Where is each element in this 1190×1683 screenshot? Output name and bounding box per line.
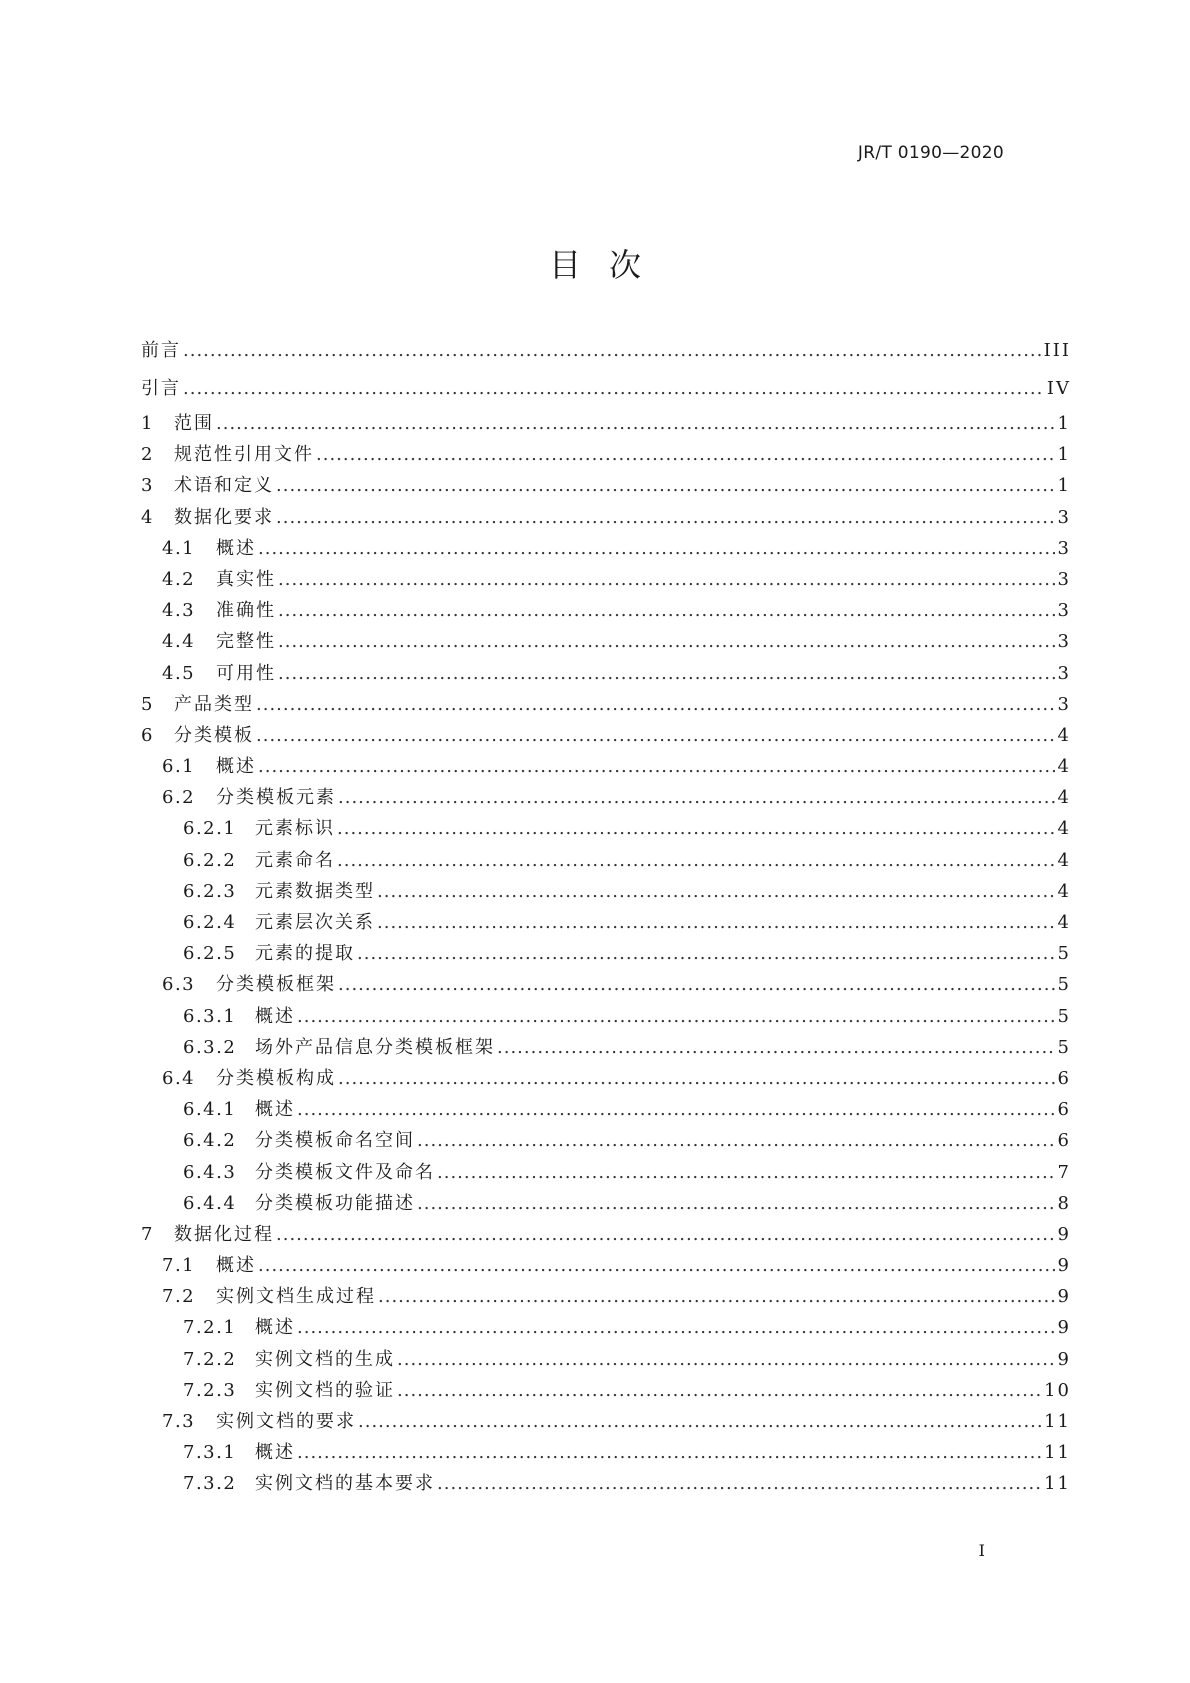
toc-entry[interactable]: [141, 907, 1071, 938]
toc-dot-leader: [338, 1063, 1055, 1094]
table-of-contents: [141, 332, 1071, 1500]
toc-entry-page: 1: [1057, 475, 1071, 497]
toc-entry-page: 7: [1057, 1161, 1071, 1183]
toc-entry[interactable]: [141, 564, 1071, 595]
toc-entry-page: 3: [1057, 693, 1071, 715]
toc-entry-number: 6.2.3: [183, 880, 237, 902]
toc-entry-label: 元素层次关系: [255, 912, 375, 933]
toc-entry-number: 6.2.4: [183, 912, 237, 933]
toc-entry[interactable]: [141, 689, 1071, 720]
toc-entry[interactable]: [141, 1375, 1071, 1406]
toc-entry-label: 分类模板元素: [216, 787, 336, 809]
toc-entry[interactable]: [141, 969, 1071, 1000]
toc-entry[interactable]: [141, 1063, 1071, 1094]
toc-entry[interactable]: [141, 1032, 1071, 1063]
toc-entry-page: 3: [1057, 631, 1071, 653]
toc-dot-leader: [297, 1094, 1055, 1125]
toc-entry-label: 规范性引用文件: [174, 444, 314, 466]
toc-entry-number: 4: [141, 506, 154, 528]
toc-entry-number: 6.4.1: [183, 1099, 237, 1121]
toc-entry-number: 7.2.2: [183, 1348, 237, 1370]
toc-entry-label: 概述: [216, 756, 256, 778]
toc-entry[interactable]: [141, 595, 1071, 626]
toc-dot-leader: [497, 1032, 1055, 1063]
toc-entry[interactable]: [141, 470, 1071, 501]
toc-entry-label: 分类模板文件及命名: [255, 1161, 435, 1183]
toc-entry[interactable]: [141, 845, 1071, 876]
toc-dot-leader: [276, 1219, 1055, 1250]
toc-entry-label: 前言: [141, 340, 181, 361]
toc-dot-leader: [337, 845, 1055, 876]
toc-entry-label: 实例文档的验证: [255, 1379, 395, 1401]
toc-entry-page: III: [1043, 340, 1071, 361]
toc-dot-leader: [278, 564, 1055, 595]
toc-entry-page: 3: [1057, 537, 1071, 559]
toc-entry[interactable]: [141, 1188, 1071, 1219]
toc-entry-number: 7: [141, 1223, 154, 1245]
toc-entry-page: 11: [1044, 1473, 1071, 1495]
toc-entry-label: 元素标识: [255, 818, 335, 840]
toc-entry-number: 1: [141, 413, 154, 434]
toc-entry[interactable]: [141, 1125, 1071, 1156]
toc-entry-page: 9: [1057, 1286, 1071, 1308]
toc-entry-label: 场外产品信息分类模板框架: [255, 1036, 495, 1058]
toc-entry-number: 5: [141, 693, 154, 715]
toc-entry-page: 4: [1057, 756, 1071, 778]
toc-entry-number: 6.3.2: [183, 1036, 237, 1058]
toc-entry-number: 6: [141, 724, 154, 746]
toc-entry[interactable]: [141, 1094, 1071, 1125]
toc-entry[interactable]: [141, 1219, 1071, 1250]
toc-entry-number: 6.4: [162, 1067, 196, 1089]
toc-entry[interactable]: [141, 626, 1071, 657]
toc-entry-number: 6.4.3: [183, 1161, 237, 1183]
toc-entry-page: 1: [1057, 444, 1071, 466]
toc-dot-leader: [397, 1375, 1041, 1406]
toc-entry-page: 3: [1057, 600, 1071, 622]
toc-entry[interactable]: [141, 1281, 1071, 1312]
toc-entry-label: 产品类型: [174, 693, 254, 715]
toc-entry-page: 3: [1057, 568, 1071, 590]
toc-entry-page: 4: [1057, 818, 1071, 840]
toc-dot-leader: [258, 1250, 1055, 1281]
toc-dot-leader: [397, 1344, 1055, 1375]
toc-entry-label: 可用性: [216, 662, 276, 684]
toc-entry-page: 6: [1057, 1130, 1071, 1152]
toc-entry[interactable]: [141, 658, 1071, 689]
toc-entry-page: 4: [1057, 912, 1071, 933]
toc-dot-leader: [278, 595, 1055, 626]
toc-dot-leader: [183, 332, 1041, 370]
toc-entry[interactable]: [141, 1001, 1071, 1032]
toc-entry-label: 术语和定义: [174, 475, 274, 497]
toc-dot-leader: [297, 1437, 1041, 1468]
toc-entry-number: 6.2.2: [183, 849, 237, 871]
toc-entry-number: 7.2: [162, 1286, 196, 1308]
toc-title-char: 次: [609, 246, 642, 284]
toc-dot-leader: [278, 626, 1055, 657]
toc-entry-label: 概述: [216, 1255, 256, 1277]
toc-entry[interactable]: [141, 439, 1071, 470]
toc-entry-number: 4.5: [162, 662, 196, 684]
toc-entry-label: 元素数据类型: [255, 880, 375, 902]
toc-entry-page: 5: [1057, 974, 1071, 996]
toc-dot-leader: [258, 751, 1055, 782]
toc-entry-number: 6.2.5: [183, 943, 237, 965]
toc-title: [0, 240, 1190, 286]
toc-dot-leader: [278, 658, 1055, 689]
toc-entry[interactable]: [141, 1468, 1071, 1499]
toc-entry-page: 3: [1057, 662, 1071, 684]
toc-entry-page: 11: [1044, 1411, 1071, 1432]
toc-entry-number: 7.1: [162, 1255, 196, 1277]
toc-entry-page: 4: [1057, 849, 1071, 871]
toc-entry-number: 7.2.3: [183, 1379, 237, 1401]
toc-entry-number: 4.1: [162, 537, 196, 559]
toc-dot-leader: [437, 1468, 1041, 1499]
toc-entry-number: 6.4.2: [183, 1130, 237, 1152]
toc-dot-leader: [297, 1001, 1055, 1032]
toc-title-char: 目: [548, 246, 581, 284]
toc-entry-label: 概述: [255, 1317, 295, 1339]
toc-entry-page: 4: [1057, 724, 1071, 746]
toc-entry-page: 8: [1057, 1192, 1071, 1214]
toc-entry-number: 3: [141, 475, 154, 497]
toc-entry-number: 6.2.1: [183, 818, 237, 840]
toc-entry-page: 5: [1057, 1036, 1071, 1058]
toc-entry-label: 元素命名: [255, 849, 335, 871]
toc-entry-page: 4: [1057, 787, 1071, 809]
toc-entry-page: IV: [1046, 378, 1071, 399]
toc-entry-page: 9: [1057, 1255, 1071, 1277]
toc-entry[interactable]: [141, 1344, 1071, 1375]
toc-entry[interactable]: [141, 938, 1071, 969]
toc-entry-label: 实例文档的基本要求: [255, 1473, 435, 1495]
toc-entry-page: 10: [1044, 1379, 1071, 1401]
toc-dot-leader: [437, 1157, 1055, 1188]
toc-entry-number: 6.4.4: [183, 1192, 237, 1214]
toc-entry[interactable]: [141, 1312, 1071, 1343]
page-number: I: [978, 1541, 985, 1560]
toc-entry-number: 6.3: [162, 974, 196, 996]
toc-entry-label: 分类模板: [174, 724, 254, 746]
toc-dot-leader: [256, 720, 1055, 751]
toc-entry[interactable]: [141, 720, 1071, 751]
toc-entry-number: 7.3: [162, 1411, 196, 1432]
toc-dot-leader: [276, 502, 1055, 533]
toc-entry-label: 分类模板框架: [216, 974, 336, 996]
toc-dot-leader: [297, 1312, 1055, 1343]
toc-entry-page: 5: [1057, 943, 1071, 965]
toc-entry-page: 4: [1057, 880, 1071, 902]
toc-entry-number: 4.3: [162, 600, 196, 622]
toc-entry-label: 引言: [141, 378, 181, 399]
toc-entry-number: 7.3.2: [183, 1473, 237, 1495]
toc-entry-page: 11: [1044, 1442, 1071, 1464]
toc-entry-number: 2: [141, 444, 154, 466]
toc-entry-label: 概述: [255, 1099, 295, 1121]
toc-entry-label: 概述: [216, 537, 256, 559]
toc-entry-label: 数据化过程: [174, 1223, 274, 1245]
toc-entry-page: 9: [1057, 1348, 1071, 1370]
toc-entry-label: 真实性: [216, 568, 276, 590]
toc-entry[interactable]: [141, 1406, 1071, 1437]
toc-entry[interactable]: [141, 533, 1071, 564]
toc-entry-number: 4.4: [162, 631, 196, 653]
toc-dot-leader: [338, 969, 1055, 1000]
toc-entry-label: 实例文档的生成: [255, 1348, 395, 1370]
toc-entry-page: 1: [1057, 413, 1071, 434]
toc-entry[interactable]: [141, 332, 1071, 370]
toc-entry-label: 实例文档生成过程: [216, 1286, 376, 1308]
toc-dot-leader: [216, 408, 1055, 439]
toc-entry[interactable]: [141, 1437, 1071, 1468]
toc-entry-page: 3: [1057, 506, 1071, 528]
toc-entry-label: 分类模板命名空间: [255, 1130, 415, 1152]
toc-entry-number: 6.3.1: [183, 1005, 237, 1027]
toc-dot-leader: [358, 1406, 1041, 1437]
toc-entry-page: 9: [1057, 1317, 1071, 1339]
toc-entry-number: 7.2.1: [183, 1317, 237, 1339]
toc-entry-label: 范围: [174, 413, 214, 434]
toc-entry-number: 7.3.1: [183, 1442, 237, 1464]
toc-entry[interactable]: [141, 370, 1071, 408]
toc-entry-label: 概述: [255, 1442, 295, 1464]
toc-entry[interactable]: [141, 1250, 1071, 1281]
toc-entry-page: 9: [1057, 1223, 1071, 1245]
toc-entry-page: 6: [1057, 1067, 1071, 1089]
toc-entry-label: 实例文档的要求: [216, 1411, 356, 1432]
toc-entry-number: 6.1: [162, 756, 196, 778]
toc-dot-leader: [378, 1281, 1055, 1312]
toc-entry-label: 准确性: [216, 600, 276, 622]
toc-entry-label: 分类模板构成: [216, 1067, 336, 1089]
toc-dot-leader: [357, 938, 1055, 969]
toc-dot-leader: [337, 813, 1055, 844]
toc-entry[interactable]: [141, 782, 1071, 813]
toc-entry-page: 6: [1057, 1099, 1071, 1121]
toc-entry[interactable]: [141, 813, 1071, 844]
toc-entry[interactable]: [141, 876, 1071, 907]
toc-entry[interactable]: [141, 502, 1071, 533]
toc-dot-leader: [417, 1188, 1055, 1219]
toc-entry[interactable]: [141, 751, 1071, 782]
toc-entry-label: 元素的提取: [255, 943, 355, 965]
toc-entry-label: 完整性: [216, 631, 276, 653]
toc-entry-label: 概述: [255, 1005, 295, 1027]
toc-dot-leader: [377, 907, 1055, 938]
toc-entry-label: 数据化要求: [174, 506, 274, 528]
toc-dot-leader: [256, 689, 1055, 720]
toc-entry[interactable]: [141, 408, 1071, 439]
toc-dot-leader: [316, 439, 1055, 470]
toc-entry-number: 6.2: [162, 787, 196, 809]
toc-dot-leader: [377, 876, 1055, 907]
toc-dot-leader: [338, 782, 1055, 813]
toc-dot-leader: [276, 470, 1055, 501]
toc-entry-label: 分类模板功能描述: [255, 1192, 415, 1214]
document-code: JR/T 0190—2020: [857, 143, 1004, 163]
toc-dot-leader: [183, 370, 1044, 408]
toc-entry[interactable]: [141, 1157, 1071, 1188]
toc-entry-number: 4.2: [162, 568, 196, 590]
toc-dot-leader: [417, 1125, 1055, 1156]
toc-dot-leader: [258, 533, 1055, 564]
toc-entry-page: 5: [1057, 1005, 1071, 1027]
